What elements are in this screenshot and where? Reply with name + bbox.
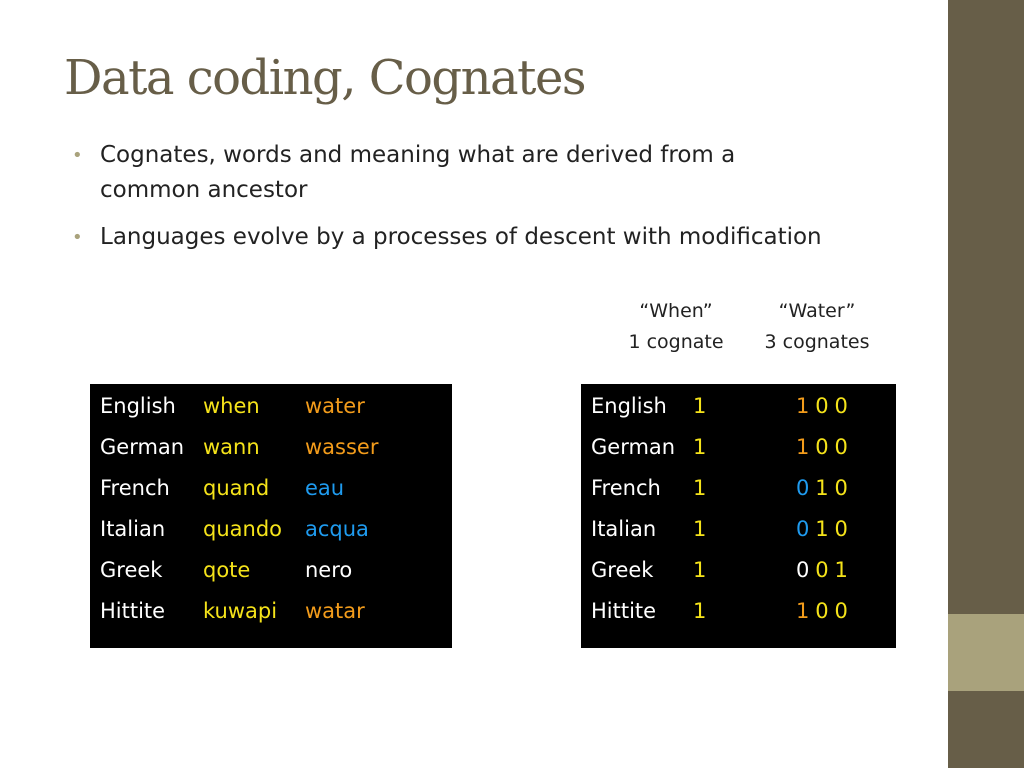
when-code: 1 (693, 517, 707, 541)
when-code: 1 (693, 599, 707, 623)
water-code-bit: 1 (815, 517, 829, 541)
water-code-bits (796, 427, 848, 468)
table-row (90, 550, 452, 591)
when-column-heading (611, 296, 741, 358)
water-code-bits (796, 468, 848, 509)
when-word: when (203, 394, 260, 418)
bullet-text: Cognates, words and meaning what are derived from a common ancestor (100, 142, 736, 203)
bullet-item (72, 138, 932, 208)
water-word: nero (305, 558, 353, 582)
when-code: 1 (693, 476, 707, 500)
water-code-bits (796, 386, 848, 427)
water-column-heading (752, 296, 882, 358)
water-code-bit: 0 (834, 599, 848, 623)
when-code: 1 (693, 435, 707, 459)
water-code-bit: 0 (796, 517, 810, 541)
cognate-words-table (90, 384, 452, 648)
table-row (581, 468, 896, 509)
language-label: Hittite (591, 599, 657, 623)
water-code-bits (796, 550, 848, 591)
when-code: 1 (693, 558, 707, 582)
water-code-bits (796, 509, 848, 550)
water-heading-word: “Water” (778, 300, 856, 322)
language-label: Italian (591, 517, 657, 541)
when-word: wann (203, 435, 260, 459)
when-word: quando (203, 517, 282, 541)
water-code-bits (796, 591, 848, 632)
water-word: watar (305, 599, 365, 623)
water-code-bit: 1 (815, 476, 829, 500)
water-code-bit: 0 (834, 435, 848, 459)
water-word: wasser (305, 435, 379, 459)
water-code-bit: 0 (834, 394, 848, 418)
language-label: German (591, 435, 676, 459)
language-label: English (591, 394, 667, 418)
when-heading-word: “When” (639, 300, 713, 322)
language-label: Hittite (100, 599, 166, 623)
table-row (90, 468, 452, 509)
table-row (90, 591, 452, 632)
language-label: Greek (100, 558, 163, 582)
decorative-sidebar-accent (948, 614, 1024, 691)
table-row (581, 550, 896, 591)
table-row (581, 591, 896, 632)
water-code-bit: 0 (796, 558, 810, 582)
water-code-bit: 0 (834, 517, 848, 541)
table-row (581, 386, 896, 427)
when-word: kuwapi (203, 599, 278, 623)
language-label: English (100, 394, 176, 418)
language-label: French (100, 476, 170, 500)
bullet-list (72, 138, 932, 267)
language-label: Italian (100, 517, 166, 541)
water-code-bit: 0 (796, 476, 810, 500)
slide-title: Data coding, Cognates (64, 50, 585, 106)
water-code-bit: 1 (796, 435, 810, 459)
water-code-bit: 0 (815, 558, 829, 582)
table-row (90, 386, 452, 427)
language-label: Greek (591, 558, 654, 582)
bullet-icon: • (72, 145, 83, 166)
bullet-text: Languages evolve by a processes of descent with modification (100, 224, 822, 250)
table-row (581, 427, 896, 468)
cognate-codes-table (581, 384, 896, 648)
when-heading-count: 1 cognate (628, 331, 724, 353)
language-label: German (100, 435, 185, 459)
water-code-bit: 0 (815, 394, 829, 418)
water-code-bit: 1 (834, 558, 848, 582)
water-word: water (305, 394, 365, 418)
water-word: acqua (305, 517, 369, 541)
water-code-bit: 0 (834, 476, 848, 500)
water-word: eau (305, 476, 345, 500)
when-code: 1 (693, 394, 707, 418)
table-row (90, 509, 452, 550)
water-code-bit: 1 (796, 394, 810, 418)
table-row (581, 509, 896, 550)
when-word: qote (203, 558, 251, 582)
table-row (90, 427, 452, 468)
language-label: French (591, 476, 661, 500)
water-code-bit: 0 (815, 435, 829, 459)
water-code-bit: 1 (796, 599, 810, 623)
bullet-icon: • (72, 227, 83, 248)
bullet-item (72, 220, 932, 255)
water-heading-count: 3 cognates (764, 331, 870, 353)
when-word: quand (203, 476, 270, 500)
water-code-bit: 0 (815, 599, 829, 623)
